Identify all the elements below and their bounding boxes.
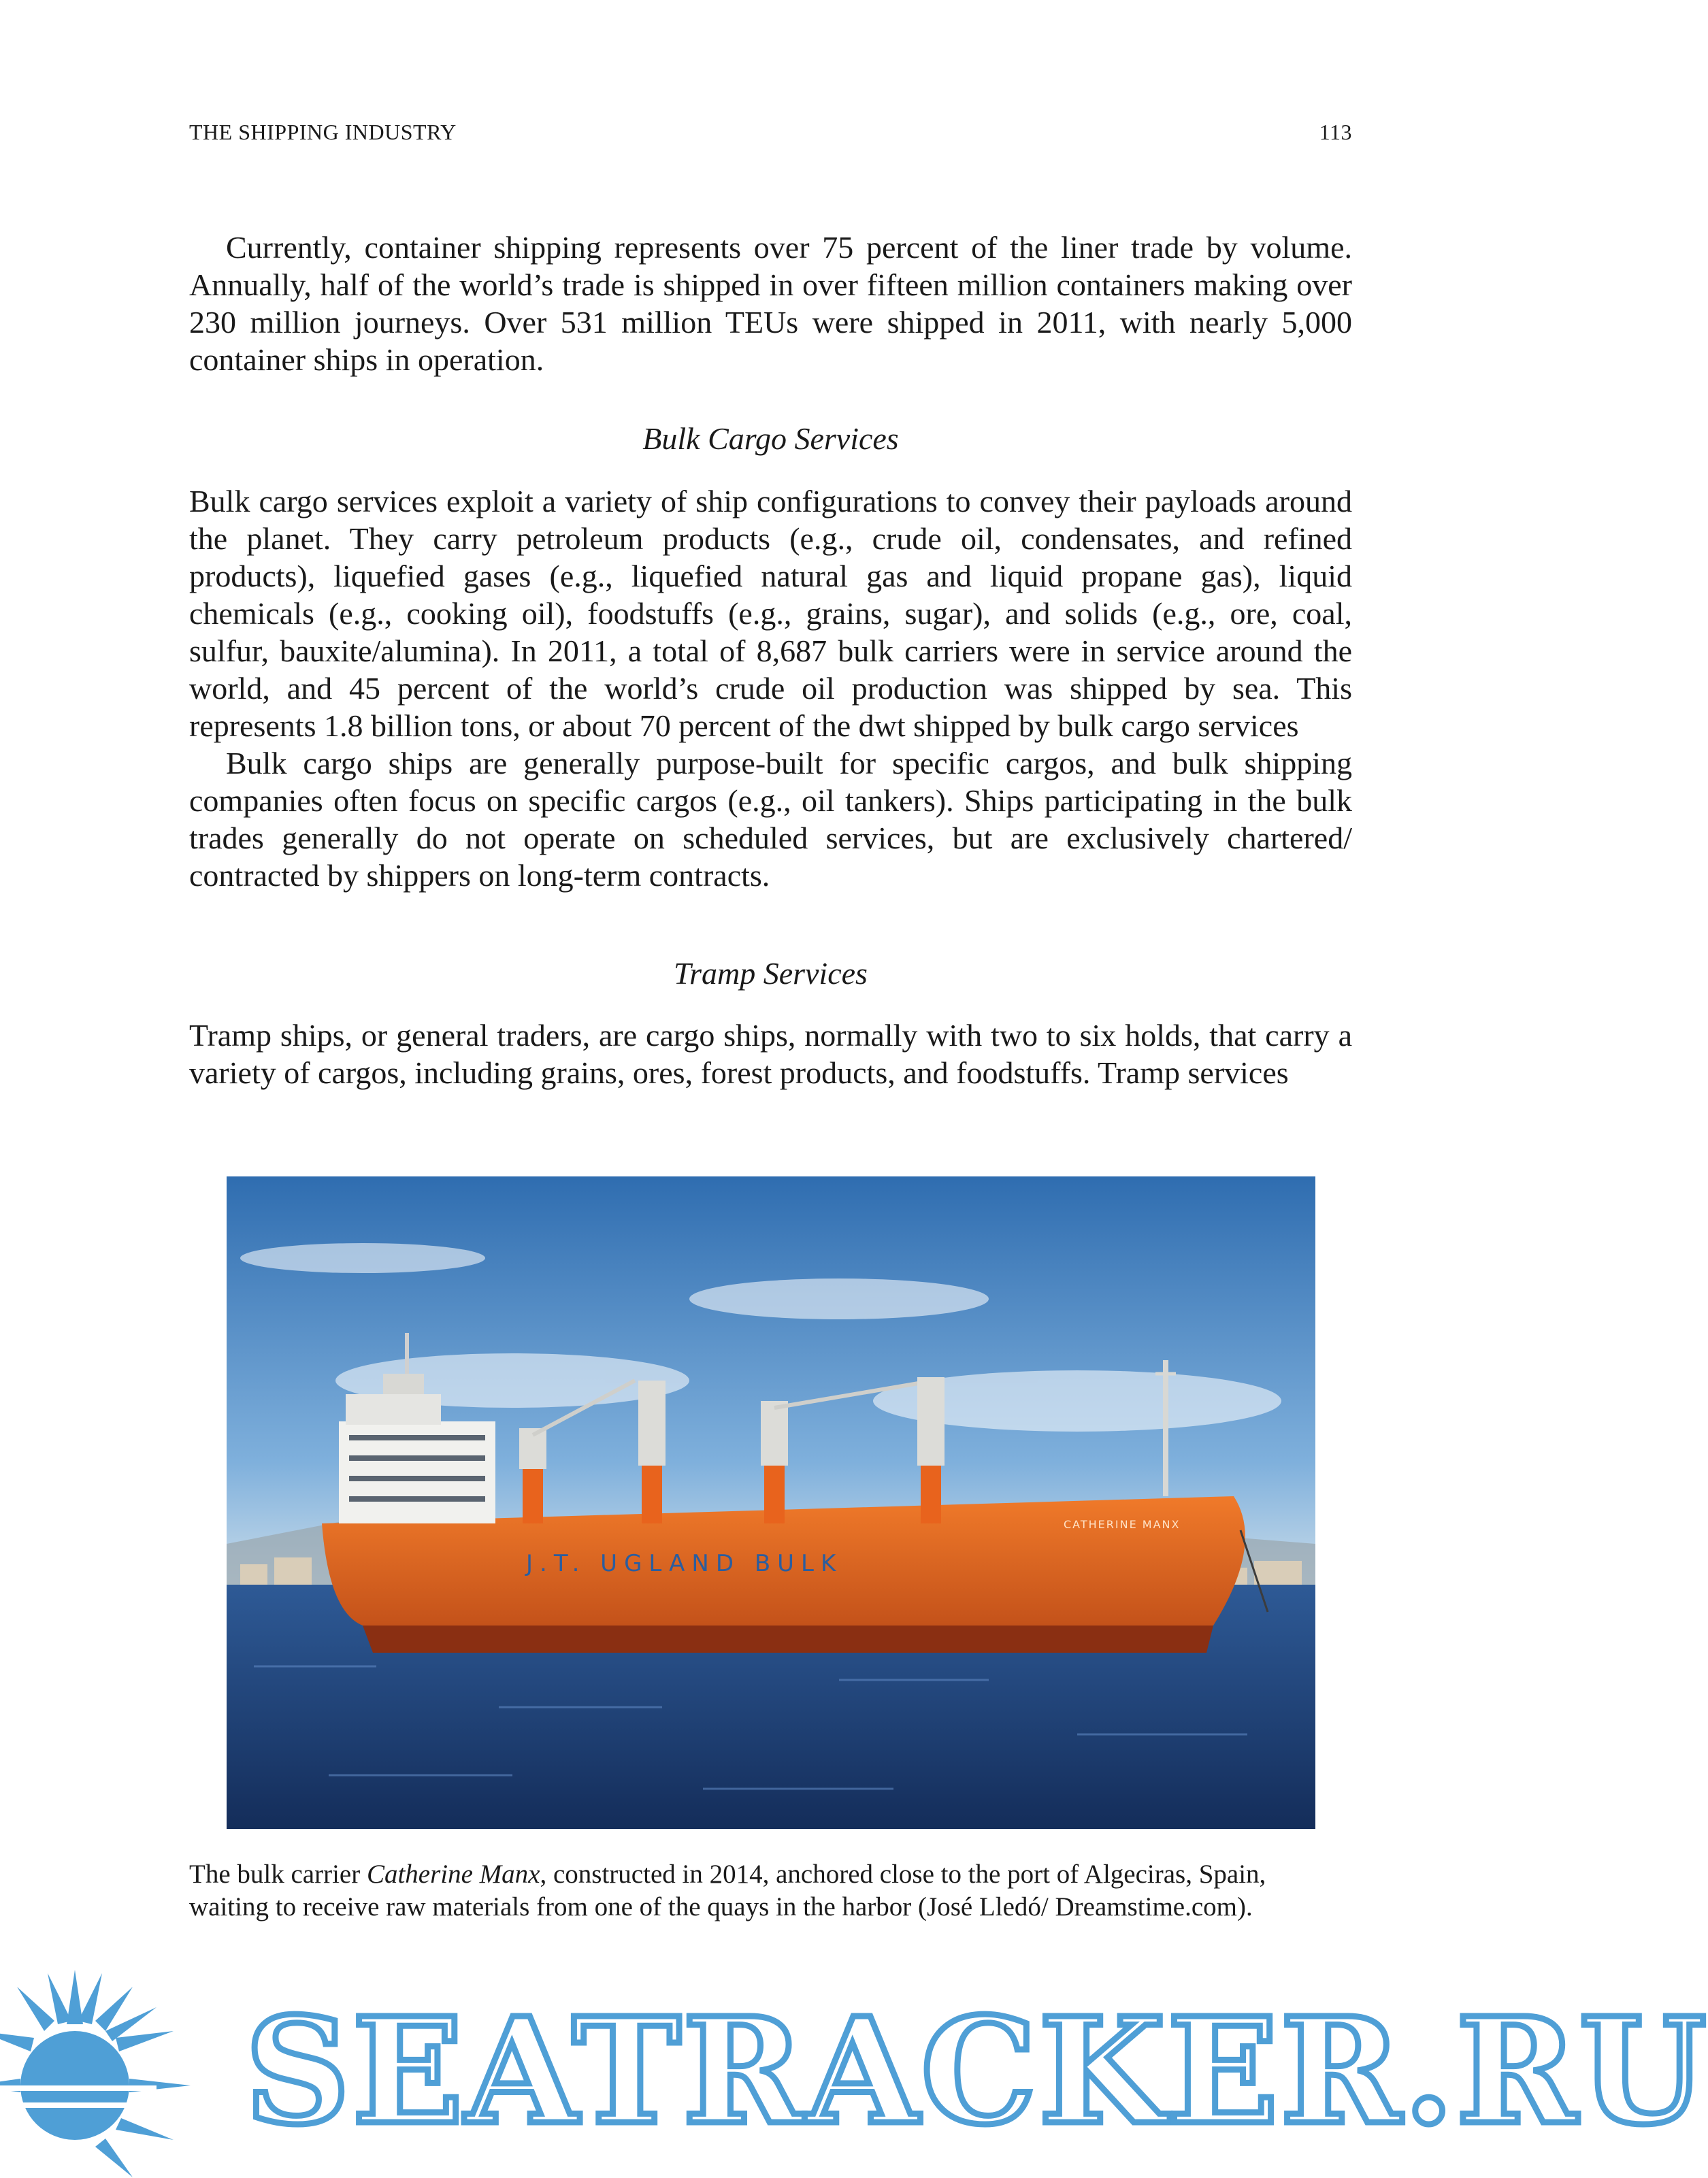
- heading-bulk-cargo-services: Bulk Cargo Services: [642, 421, 899, 456]
- watermark-text: SEATRACKER.RU: [245, 1986, 1708, 2157]
- bow-name: CATHERINE MANX: [1064, 1518, 1181, 1531]
- running-head: [189, 120, 1352, 145]
- hull-lettering: J.T. UGLAND BULK: [526, 1550, 843, 1577]
- bulk-section-body: [189, 482, 1352, 894]
- ship-photo: [227, 1176, 1315, 1829]
- paragraph-bulk-cargo-2: Bulk cargo ships are generally purpose-built for specific cargos, and bulk shipping companies often focus on specific cargos (e.g., oil tankers). Ships participating in the bulk trades generally do not operate on scheduled services, but are exclusively chartered/ contracted by shippers on long-term contracts.: [189, 746, 1352, 893]
- tramp-section-body: [189, 1017, 1352, 1091]
- caption-ship-name: Catherine Manx: [366, 1860, 540, 1889]
- heading-tramp-services: Tramp Services: [674, 956, 868, 991]
- caption-text-before: The bulk carrier: [189, 1860, 367, 1889]
- sun-icon: [0, 1956, 231, 2178]
- paragraph-container-shipping: Currently, container shipping represents over 75 percent of the liner trade by volume. Annually, half of the world’s trade is shipped in over fifteen million containers making over 230 million journeys. Over 531 million TEUs were shipped in 2011, with nearly 5,000 container ships in operation.: [189, 230, 1352, 377]
- waterline-reflection: [363, 1626, 1213, 1653]
- paragraph-tramp-1: Tramp ships, or general traders, are cargo ships, normally with two to six holds, that carry a variety of cargos, including grains, ores, forest products, and foodstuffs. Tramp services: [189, 1018, 1352, 1090]
- photo-caption: [189, 1858, 1312, 1924]
- bulk-carrier-illustration: [227, 1176, 1315, 1829]
- caption-text-after: , constructed in 2014, anchored close to the port of Algeciras, Spain, waiting to receive raw materials from one of the quays in the harbor (José Lledó/ Dreamstime.com).: [189, 1860, 1266, 1921]
- page-number: 113: [1319, 120, 1352, 144]
- paragraph-bulk-cargo-1: Bulk cargo services exploit a variety of ship configurations to convey their payloads around the planet. They carry petroleum products (e.g., crude oil, condensates, and refined products), liquefied gases (e.g., liquefied natural gas and liquid propane gas), liquid chemicals (e.g., cooking oil), foodstuffs (e.g., grains, sugar), and solids (e.g., ore, coal, sulfur, bauxite/alumina). In 2011, a total of 8,687 bulk carriers were in service around the world, and 45 percent of the world’s crude oil production was shipped by sea. This represents 1.8 billion tons, or about 70 percent of the dwt shipped by bulk cargo services: [189, 484, 1352, 743]
- running-title: THE SHIPPING INDUSTRY: [189, 120, 457, 144]
- watermark: [0, 1956, 1708, 2178]
- intro-block: [189, 229, 1352, 378]
